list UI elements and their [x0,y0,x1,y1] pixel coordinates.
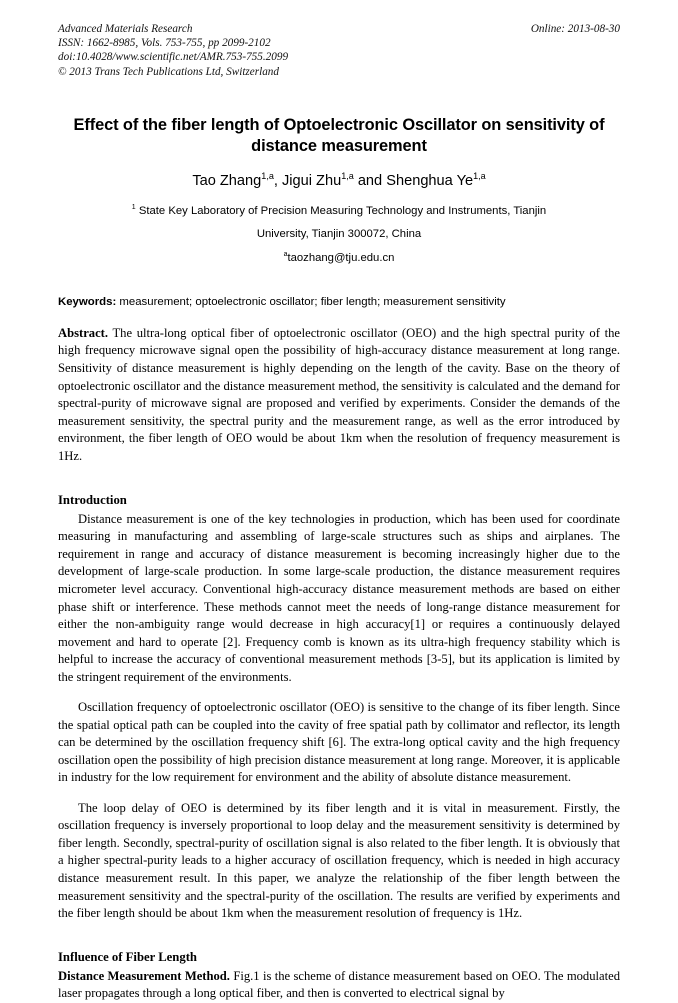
abstract-label: Abstract. [58,325,109,340]
email-address[interactable]: taozhang@tju.edu.cn [287,251,395,264]
keywords-block [58,294,620,310]
distance-measurement-method-text: Fig.1 is the scheme of distance measurement based on OEO. The modulated laser propagates through a long optical fiber, and then is converted to electrical signal by [58,968,621,1001]
author-3-affiliation-marker: 1,a [473,170,486,181]
page-title: Effect of the fiber length of Optoelectronic Oscillator on sensitivity of distance measurement [73,115,605,155]
keywords-label: Keywords: [58,295,117,308]
author-2-name: Jigui Zhu [281,172,342,189]
distance-measurement-method-paragraph [58,968,620,1003]
affiliation-line-2: University, Tianjin 300072, China [256,227,422,240]
corresponding-email [58,248,620,268]
abstract-text: The ultra-long optical fiber of optoelectronic oscillator (OEO) and the high spectral purity of the high frequency microwave signal open the possibility of high-accuracy distance measurement at long range. Sensitivity of distance measurement is highly depending on the length of the cavity. Base on the theory of optoelectronic oscillator and the distance measurement method, the sensitivity is calculated and the demand for spectral-purity of microwave signal are proposed and verified by experiments. Consider the demands of the measurement sensitivity, the spectral purity and the measurement range, as well as the error introduced by environment, the fiber length of OEO would be about 1km when the resolution of frequency measurement is 1Hz. [58,325,620,463]
section-heading-introduction: Introduction [58,492,127,507]
affiliation-line-1: State Key Laboratory of Precision Measuring Technology and Instruments, Tianjin [135,204,547,217]
copyright-line: © 2013 Trans Tech Publications Ltd, Switzerland [58,65,279,78]
author-list [58,171,620,191]
doi-line: doi:10.4028/www.scientific.net/AMR.753-755.2099 [58,51,289,64]
author-1-name: Tao Zhang [192,172,262,189]
subsection-heading-distance-measurement-method: Distance Measurement Method. [58,968,230,983]
introduction-paragraph-1: Distance measurement is one of the key technologies in production, which has been used for coordinate measuring in manufacturing and assembling of large-scale structures such as ships and airplanes. The requirement in range and accuracy of distance measurement is becoming increasingly higher due to the development of large-scale production. In some large-scale production, the distance measurement requires micrometer level accuracy. Conventional high-accuracy distance measurement methods are based on either phase shift or interference. These methods cannot meet the needs of long-range distance measurement for either the non-ambiguity range would decrease in high accuracy[1] or requires a continuously delayed movement and hard to operate [2]. Frequency comb is known as its ultra-high frequency stability which is helpful to increase the accuracy of conventional measurement methods [3-5], but its application is limited by the stringent requirement of the environments. [58,511,620,684]
journal-name: Advanced Materials Research [58,23,193,35]
author-3-name: Shenghua Ye [386,172,474,189]
keywords-list: measurement; optoelectronic oscillator; fiber length; measurement sensitivity [116,295,506,308]
author-separator-1: , [273,172,282,189]
author-separator-2: and [353,172,387,189]
masthead [58,22,620,79]
online-date: Online: 2013-08-30 [530,23,620,35]
abstract-block [58,325,620,466]
masthead-left [58,22,478,79]
affiliation-block [79,200,599,246]
author-2-affiliation-marker: 1,a [341,170,354,181]
email-marker: a [283,251,288,259]
introduction-paragraph-3: The loop delay of OEO is determined by its fiber length and it is vital in measurement. Firstly, the oscillation frequency is inversely proportional to loop delay and the measurement sensitivity is determined by fiber length. Secondly, spectral-purity of oscillation signal is also related to the fiber length. It is obviously that a higher spectral-purity leads to a higher accuracy of oscillation frequency, which is needed in high accuracy distance measurement result. In this paper, we analyze the relationship of the fiber length between the measurement sensitivity and the spectral-purity of the oscillation. The results are verified by experiments and the fiber length should be about 1km when the measurement resolution of frequency is 1Hz. [58,800,620,921]
issn-line: ISSN: 1662-8985, Vols. 753-755, pp 2099-2102 [58,37,271,50]
section-heading-influence-of-fiber-length: Influence of Fiber Length [58,949,197,964]
introduction-paragraph-2: Oscillation frequency of optoelectronic oscillator (OEO) is sensitive to the change of its fiber length. Since the spatial optical path can be coupled into the cavity of free spatial path by collimator and reflector, its length can be determined by the oscillation frequency shift [6]. The extra-long optical cavity and the high frequency oscillation open the possibility of high precision distance measurement at long range. Moreover, it is applicable in industry for the low requirement for environment and the ability of absolute distance measurement. [58,700,620,785]
author-1-affiliation-marker: 1,a [261,170,274,181]
affiliation-marker: 1 [131,204,136,212]
